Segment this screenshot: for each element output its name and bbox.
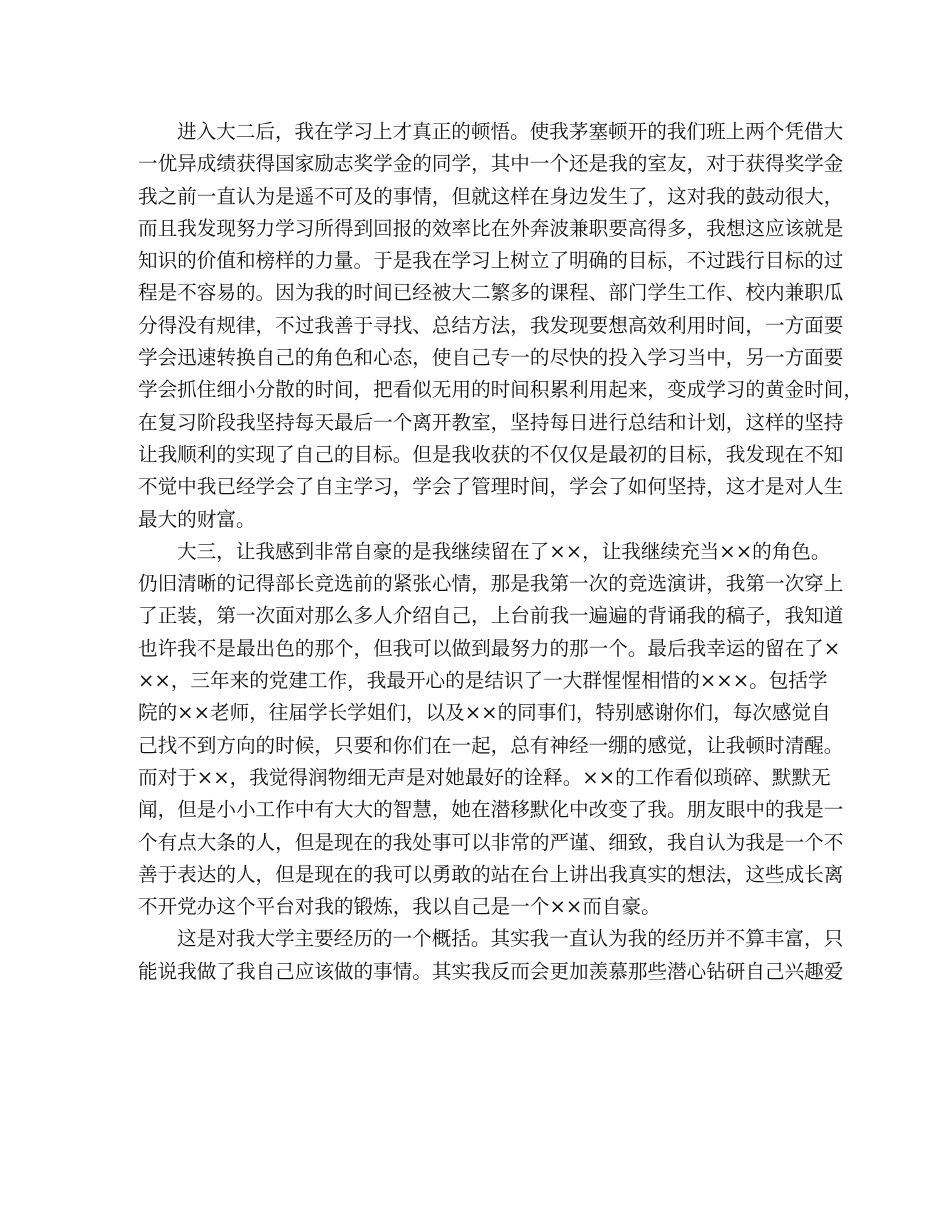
text-line: 程是不容易的。因为我的时间已经被大二繁多的课程、部门学生工作、校内兼职瓜 (138, 281, 844, 305)
text-line: 己找不到方向的时候，只要和你们在一起，总有神经一绷的感觉，让我顿时清醒。 (138, 733, 844, 757)
text-line: 不开党办这个平台对我的锻炼，我以自己是一个××而自豪。 (138, 895, 661, 919)
text-line: 也许我不是最出色的那个，但我可以做到最努力的那一个。最后我幸运的留在了× (138, 636, 841, 660)
text-line: 而对于××，我觉得润物细无声是对她最好的诠释。××的工作看似琐碎、默默无 (138, 765, 831, 789)
text-line: 知识的价值和榜样的力量。于是我在学习上树立了明确的目标，不过践行目标的过 (138, 249, 844, 273)
text-line: 闻，但是小小工作中有大大的智慧，她在潜移默化中改变了我。朋友眼中的我是一 (138, 798, 844, 822)
text-line: 个有点大条的人，但是现在的我处事可以非常的严谨、细致，我自认为我是一个不 (138, 830, 844, 854)
text-line: 而且我发现努力学习所得到回报的效率比在外奔波兼职要高得多，我想这应该就是 (138, 216, 844, 240)
text-line: 不觉中我已经学会了自主学习，学会了管理时间，学会了如何坚持，这才是对人生 (138, 475, 844, 499)
text-line: 善于表达的人，但是现在的我可以勇敢的站在台上讲出我真实的想法，这些成长离 (138, 862, 844, 886)
text-line: 学会迅速转换自己的角色和心态，使自己专一的尽快的投入学习当中，另一方面要 (138, 346, 844, 370)
text-line: ××，三年来的党建工作，我最开心的是结识了一大群惺惺相惜的×××。包括学 (138, 669, 828, 693)
text-line: 进入大二后，我在学习上才真正的顿悟。使我茅塞顿开的我们班上两个凭借大 (177, 120, 844, 143)
text-line: 在复习阶段我坚持每天最后一个离开教室，坚持每日进行总结和计划，这样的坚持 (138, 410, 844, 434)
text-line: 仍旧清晰的记得部长竞选前的紧张心情，那是我第一次的竞选演讲，我第一次穿上 (138, 572, 844, 596)
text-line: 我之前一直认为是遥不可及的事情，但就这样在身边发生了，这对我的鼓动很大， (138, 184, 844, 208)
text-line: 能说我做了我自己应该做的事情。其实我反而会更加羡慕那些潜心钻研自己兴趣爱 (138, 959, 844, 983)
text-line: 最大的财富。 (138, 507, 256, 531)
text-line: 学会抓住细小分散的时间，把看似无用的时间积累利用起来，变成学习的黄金时间， (138, 378, 863, 402)
text-line: 这是对我大学主要经历的一个概括。其实我一直认为我的经历并不算丰富，只 (177, 927, 844, 951)
text-line: 了正装，第一次面对那么多人介绍自己，上台前我一遍遍的背诵我的稿子，我知道 (138, 604, 844, 628)
text-line: 分得没有规律，不过我善于寻找、总结方法，我发现要想高效利用时间，一方面要 (138, 313, 844, 337)
document-body (138, 116, 863, 988)
text-line: 大三，让我感到非常自豪的是我继续留在了××，让我继续充当××的角色。 (177, 539, 831, 563)
text-line: 让我顺利的实现了自己的目标。但是我收获的不仅仅是最初的目标，我发现在不知 (138, 442, 844, 466)
text-line: 院的××老师，往届学长学姐们，以及××的同事们，特别感谢你们，每次感觉自 (138, 701, 831, 725)
text-line: 一优异成绩获得国家励志奖学金的同学，其中一个还是我的室友，对于获得奖学金 (138, 152, 844, 176)
